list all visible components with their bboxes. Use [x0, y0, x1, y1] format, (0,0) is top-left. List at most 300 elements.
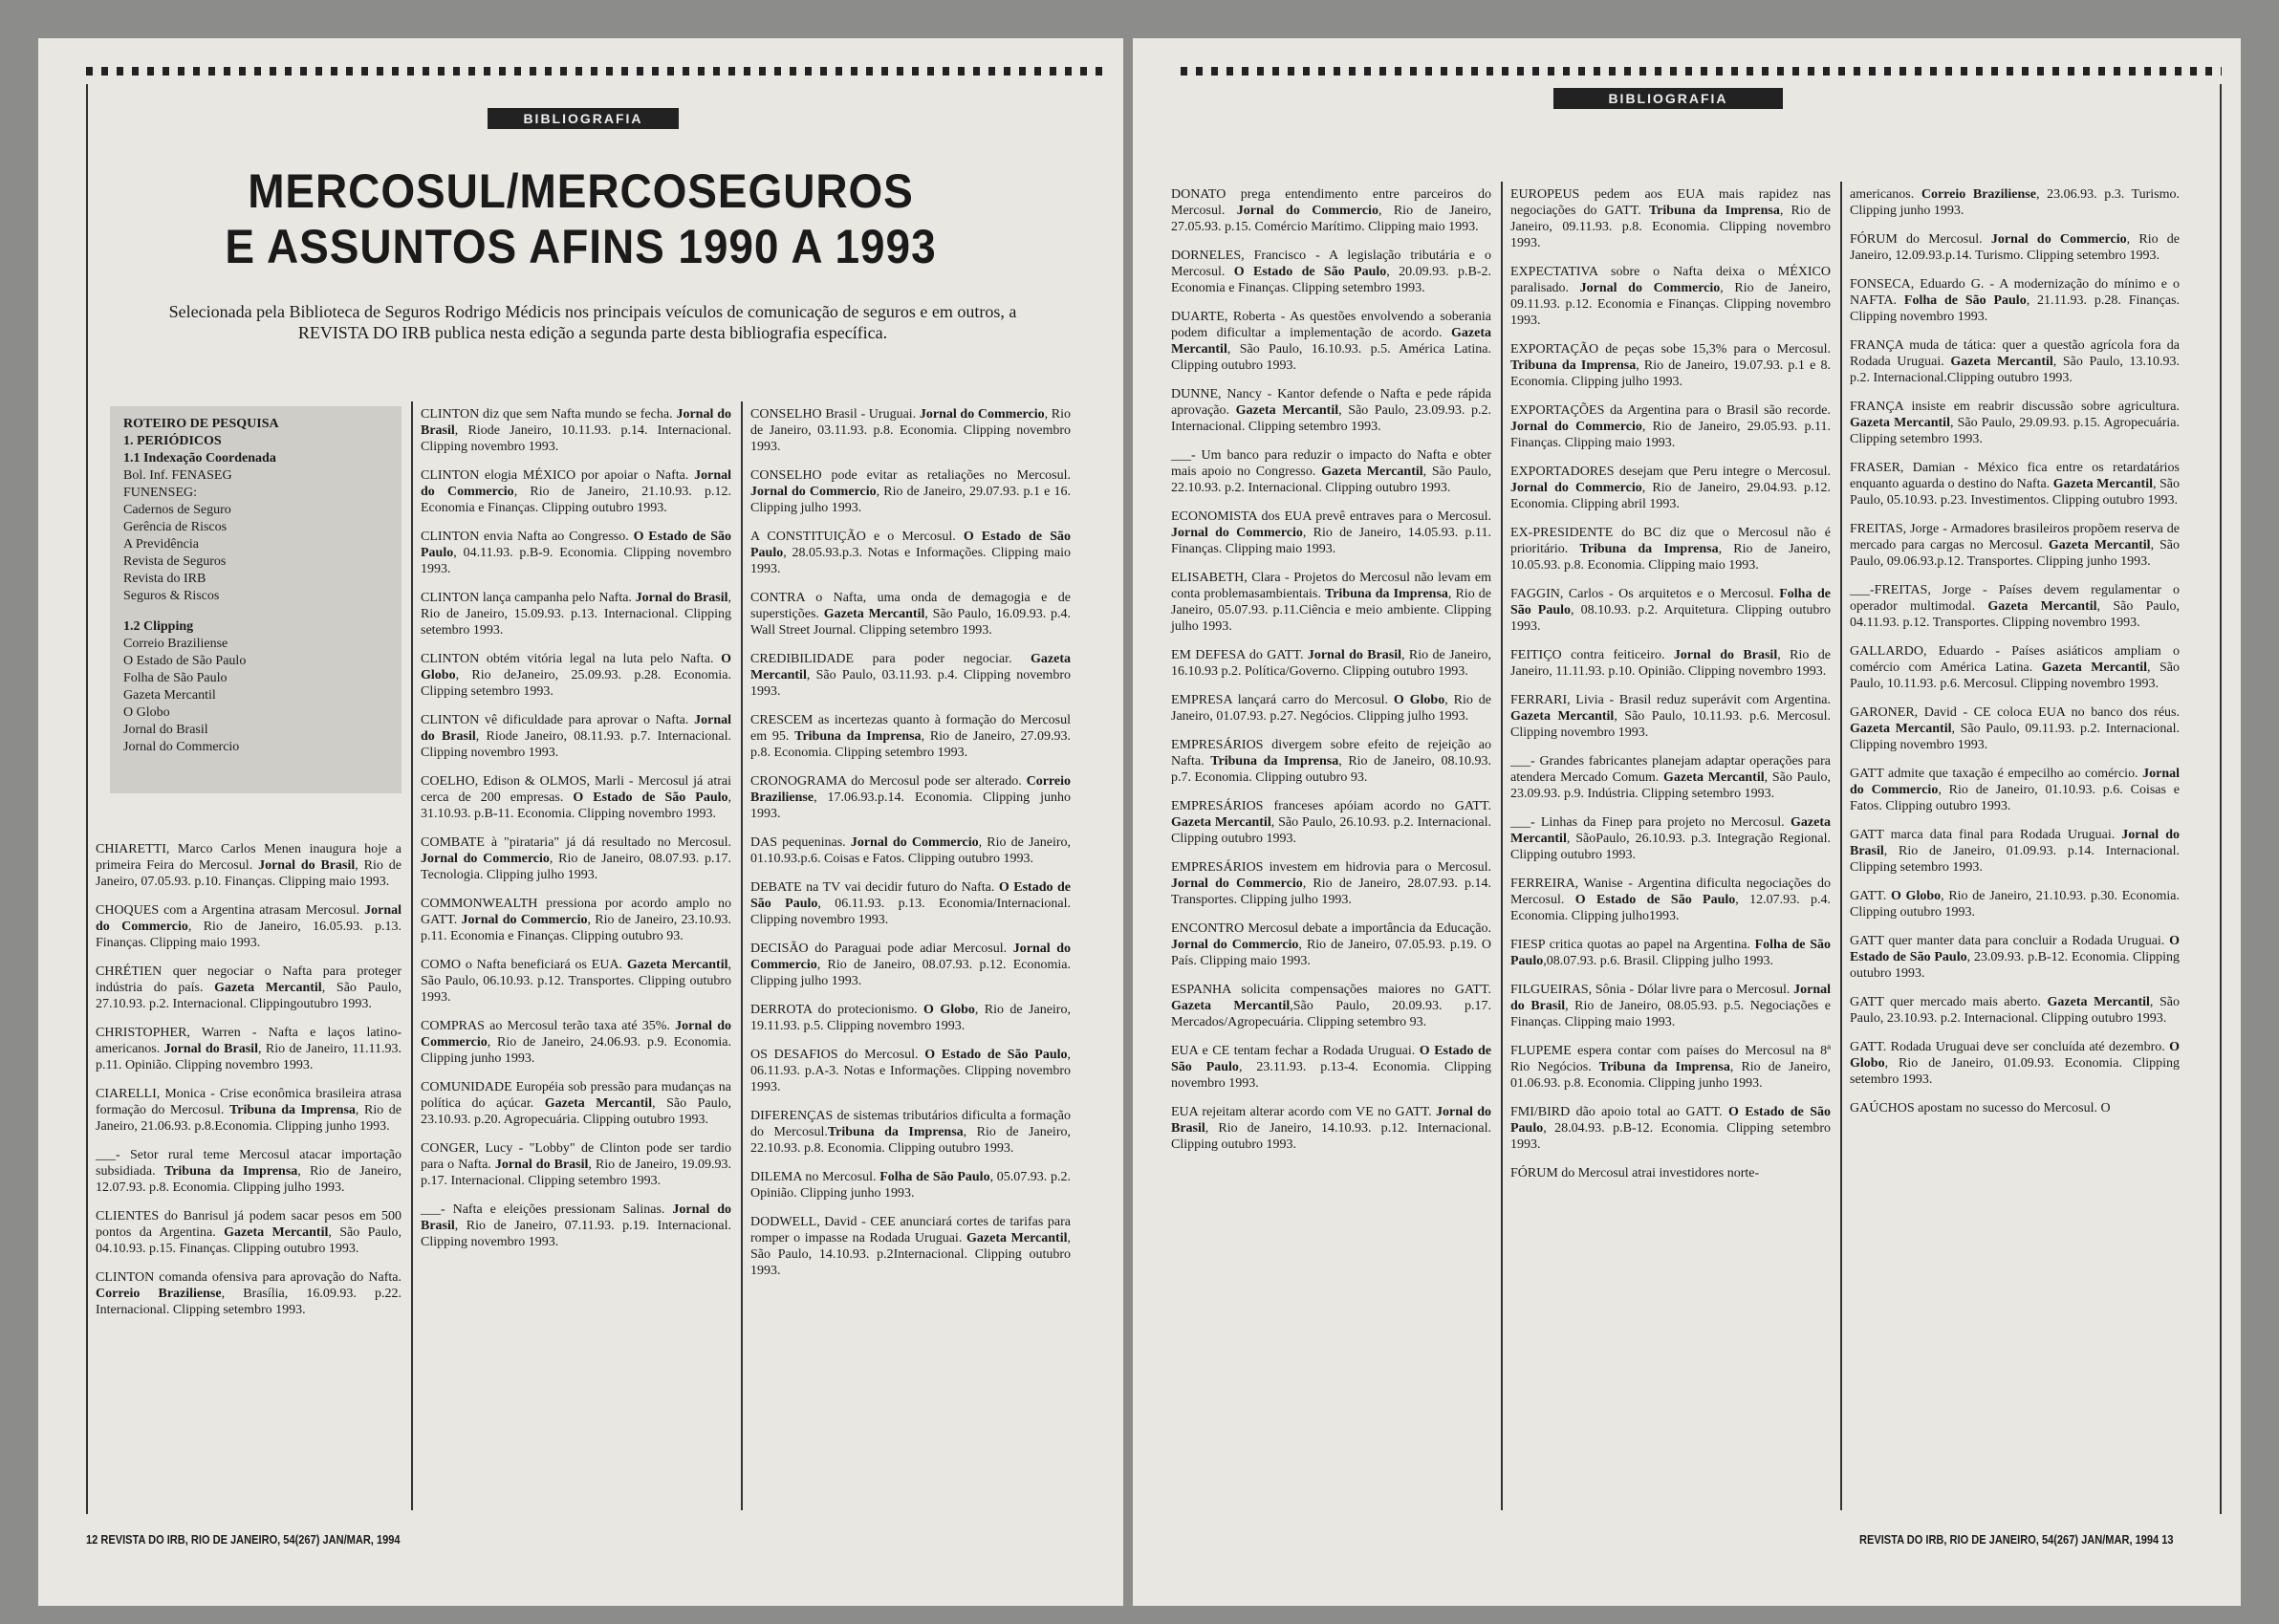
entry-text: ___- Um banco para reduzir o impacto do Nafta e obter mais apoio no Congresso.	[1171, 448, 1491, 479]
right-margin-rule	[2220, 84, 2222, 1514]
entry-source: Gazeta Mercantil	[1850, 416, 1950, 430]
entry-details: , 08.10.93. p.2. Arquitetura. Clipping outubro 1993.	[1510, 603, 1831, 634]
bibliography-entry	[1171, 982, 1491, 1030]
entry-text: GALLARDO, Eduardo - Países asiáticos ampliam o comércio com América Latina.	[1850, 644, 2180, 675]
entry-details: , 28.04.93. p.B-12. Economia. Clipping setembro 1993.	[1510, 1121, 1831, 1152]
bibliography-entry	[750, 712, 1071, 761]
entry-text: EMPRESÁRIOS divergem sobre efeito de rejeição ao Nafta.	[1171, 738, 1491, 769]
bibliography-entry	[750, 467, 1071, 516]
entry-text: CONSELHO Brasil - Uruguai.	[750, 407, 920, 422]
entry-source: Gazeta Mercantil	[1663, 770, 1765, 785]
entry-details: , 20.09.93. p.B-2. Economia e Finanças. Clipping setembro 1993.	[1171, 265, 1492, 295]
bibliography-entry	[750, 1108, 1071, 1157]
bibliography-entry	[750, 651, 1071, 700]
bibliography-entry	[1850, 933, 2180, 982]
entry-details: , 23.09.93. p.B-12. Economia. Clipping outubro 1993.	[1850, 950, 2181, 981]
entry-details: , 23.11.93. p.13-4. Economia. Clipping novembro 1993.	[1171, 1060, 1491, 1091]
entry-text: EMPRESÁRIOS franceses apóiam acordo no GATT.	[1171, 799, 1491, 813]
guide-subheading: 1.2 Clipping	[123, 619, 194, 634]
entry-source: Folha de São Paulo	[1903, 293, 2027, 308]
bibliography-entry	[750, 1047, 1071, 1095]
entry-source: Jornal do Commercio	[1850, 767, 2180, 797]
entry-text: A CONSTITUIÇÃO e o Mercosul.	[750, 530, 964, 544]
entry-source: Jornal do Brasil	[1673, 648, 1778, 662]
entry-source: Jornal do Brasil	[494, 1158, 589, 1172]
entry-details: , Rio de Janeiro, 19.07.93. p.1 e 8. Economia. Clipping julho 1993.	[1510, 358, 1831, 389]
bibliography-entry	[750, 773, 1071, 822]
entry-text: CREDIBILIDADE para poder negociar.	[750, 652, 1031, 666]
entry-source: Jornal do Commercio	[1579, 281, 1721, 295]
entry-details: , Rio de Janeiro, 09.11.93. p.12. Economia e Finanças. Clipping novembro 1993.	[1510, 281, 1832, 328]
entry-details: , São Paulo, 13.10.93. p.2. Internacional.Clipping outubro 1993.	[1850, 355, 2180, 385]
entry-details: , Rio de Janeiro, 14.10.93. p.12. Internacional. Clipping outubro 1993.	[1171, 1121, 1491, 1152]
entry-text: FERREIRA, Wanise - Argentina dificulta negociações do Mercosul.	[1510, 877, 1831, 907]
entry-details: , Rio de Janeiro, 16.10.93 p.2. Política/Governo. Clipping outubro 1993.	[1171, 648, 1491, 679]
entry-text: FMI/BIRD dão apoio total ao GATT.	[1510, 1105, 1729, 1119]
entry-details: , São Paulo, 29.09.93. p.15. Agropecuária. Clipping setembro 1993.	[1850, 416, 2181, 446]
entry-source: Jornal do Commercio	[1510, 420, 1642, 434]
entry-details: , Rio de Janeiro, 01.06.93. p.8. Economia. Clipping junho 1993.	[1510, 1060, 1831, 1091]
entry-text: ENCONTRO Mercosul debate a importância da Educação.	[1171, 921, 1491, 936]
entry-details: , São Paulo, 10.11.93. p.6. Mercosul. Clipping novembro 1993.	[1510, 709, 1832, 740]
entry-text: americanos.	[1850, 187, 1921, 202]
guide-item: Jornal do Brasil	[123, 723, 208, 737]
entry-source: Tribuna da Imprensa	[1648, 204, 1780, 218]
bibliography-entry	[421, 1202, 731, 1250]
entry-text: FRANÇA insiste em reabrir discussão sobre agricultura.	[1850, 400, 2180, 414]
entry-source: O Estado de São Paulo	[750, 530, 1071, 560]
entry-text: CHRÉTIEN quer negociar o Nafta para proteger indústria do país.	[96, 964, 402, 995]
bibliography-entry	[96, 1025, 402, 1073]
bibliography-entry	[421, 1018, 731, 1067]
bibliography-entry	[1850, 399, 2180, 447]
bibliography-entry	[1171, 248, 1491, 296]
title-line-1: MERCOSUL/MERCOSEGUROS	[248, 164, 914, 218]
entry-details: , Rio de Janeiro, 14.05.93. p.11. Finanças. Clipping maio 1993.	[1171, 526, 1491, 556]
entry-source: Jornal do Brasil	[1171, 1105, 1491, 1136]
entry-details: , Rio de Janeiro, 22.10.93. p.8. Economia. Clipping outubro 1993.	[750, 1125, 1071, 1156]
guide-heading: 1. PERIÓDICOS	[123, 434, 222, 448]
entry-details: , 06.11.93. p.13. Economia/Internacional. Clipping novembro 1993.	[750, 897, 1071, 927]
entry-text: GATT admite que taxação é empecilho ao comércio.	[1850, 767, 2143, 781]
entry-details: , São Paulo, 14.10.93. p.2Internacional. Clipping outubro 1993.	[750, 1231, 1071, 1278]
entry-source: Gazeta Mercantil	[1235, 403, 1339, 418]
bibliography-entry	[750, 941, 1071, 989]
entry-text: CLINTON vê dificuldade para aprovar o Nafta.	[421, 713, 695, 727]
entry-details: , Rio de Janeiro, 21.10.93. p.12. Economia e Finanças. Clipping outubro 1993.	[421, 485, 731, 515]
entry-source: Jornal do Commercio	[1171, 526, 1303, 540]
entry-details: , Rio de Janeiro, 07.05.93. p.19. O País. Clipping maio 1993.	[1171, 938, 1491, 968]
entry-text: FAGGIN, Carlos - Os arquitetos e o Mercosul.	[1510, 587, 1780, 601]
entry-text: DONATO prega entendimento entre parceiros do Mercosul.	[1171, 187, 1491, 218]
bibliography-entry	[1850, 1100, 2180, 1116]
entry-source: Jornal do Commercio	[96, 903, 402, 934]
bibliography-entry	[750, 1002, 1071, 1034]
entry-source: Tribuna da Imprensa	[794, 729, 922, 744]
entry-text: DUARTE, Roberta - As questões envolvendo a soberania podem dificultar a implementação de acordo.	[1171, 310, 1491, 340]
bibliography-column	[96, 841, 402, 1331]
entry-source: Gazeta Mercantil	[1321, 465, 1423, 479]
guide-item: O Estado de São Paulo	[123, 654, 247, 668]
entry-details: , São Paulo, 04.11.93. p.12. Transportes. Clipping novembro 1993.	[1850, 599, 2180, 630]
entry-source: Gazeta Mercantil	[544, 1096, 653, 1111]
entry-details: , Rio de Janeiro, 24.06.93. p.9. Economia. Clipping junho 1993.	[421, 1035, 731, 1066]
entry-details: , 04.11.93. p.B-9. Economia. Clipping novembro 1993.	[421, 546, 731, 576]
bibliography-entry	[96, 1086, 402, 1135]
entry-source: O Estado de São Paulo	[750, 880, 1071, 911]
guide-item: Revista do IRB	[123, 572, 206, 586]
bibliography-entry	[1850, 337, 2180, 386]
entry-details: , Rio de Janeiro, 07.11.93. p.19. Internacional. Clipping novembro 1993.	[421, 1219, 731, 1249]
bibliography-entry	[421, 651, 731, 700]
entry-details: , Rio de Janeiro, 11.11.93. p.10. Opinião. Clipping novembro 1993.	[1510, 648, 1831, 679]
entry-details: , São Paulo, 03.11.93. p.4. Clipping novembro 1993.	[750, 668, 1071, 699]
bibliography-column	[1171, 186, 1491, 1165]
guide-list	[123, 636, 388, 756]
bibliography-entry	[421, 590, 731, 639]
bibliography-entry	[1510, 753, 1831, 802]
entry-text: ECONOMISTA dos EUA prevê entraves para o Mercosul.	[1171, 509, 1491, 524]
entry-source: Folha de São Paulo	[879, 1170, 990, 1184]
bibliography-entry	[1510, 1043, 1831, 1092]
entry-text: DEBATE na TV vai decidir futuro do Nafta.	[750, 880, 999, 895]
entry-text: GATT marca data final para Rodada Uruguai.	[1850, 828, 2122, 842]
bibliography-entry	[1850, 582, 2180, 631]
bibliography-entry	[421, 406, 731, 455]
entry-details: , São Paulo, 09.06.93.p.12. Transportes. Clipping junho 1993.	[1850, 538, 2180, 569]
bibliography-entry	[1510, 647, 1831, 680]
bibliography-entry	[1171, 1104, 1491, 1153]
entry-details: , SãoPaulo, 26.10.93. p.3. Integração Regional. Clipping outubro 1993.	[1510, 832, 1831, 862]
entry-text: CLINTON lança campanha pelo Nafta.	[421, 591, 636, 605]
entry-text: ELISABETH, Clara - Projetos do Mercosul não levam em conta problemasambientais.	[1171, 571, 1491, 601]
entry-text: EUA rejeitam alterar acordo com VE no GATT.	[1171, 1105, 1436, 1119]
entry-details: , São Paulo, 06.10.93. p.12. Transportes. Clipping outubro 1993.	[421, 958, 731, 1005]
entry-details: , Rio de Janeiro, 10.05.93. p.8. Economia. Clipping maio 1993.	[1510, 542, 1831, 573]
bibliography-entry	[96, 1208, 402, 1257]
entry-text: ___-FREITAS, Jorge - Países devem regulamentar o operador multimodal.	[1850, 583, 2180, 614]
entry-text: FÓRUM do Mercosul.	[1850, 232, 1991, 247]
entry-text: CLINTON comanda ofensiva para aprovação do Nafta.	[96, 1270, 402, 1285]
entry-text: ___- Setor rural teme Mercosul atacar importação subsidiada.	[96, 1148, 402, 1179]
entry-source: Gazeta Mercantil	[1950, 355, 2053, 369]
entry-text: EUROPEUS pedem aos EUA mais rapidez nas negociações do GATT.	[1510, 187, 1831, 218]
entry-text: DILEMA no Mercosul.	[750, 1170, 880, 1184]
entry-text: CLINTON envia Nafta ao Congresso.	[421, 530, 634, 544]
entry-text: FEITIÇO contra feiticeiro.	[1510, 648, 1674, 662]
bibliography-entry	[1171, 186, 1491, 235]
entry-source: Jornal do Commercio	[421, 468, 731, 499]
bibliography-entry	[750, 1169, 1071, 1202]
bibliography-entry	[96, 1147, 402, 1196]
entry-details: ,São Paulo, 20.09.93. p.17. Mercados/Agropecuária. Clipping setembro 93.	[1171, 999, 1492, 1029]
entry-details: , Riode Janeiro, 08.11.93. p.7. Internacional. Clipping novembro 1993.	[421, 729, 731, 760]
bibliography-entry	[1171, 309, 1491, 374]
bibliography-entry	[1171, 692, 1491, 725]
entry-text: FÓRUM do Mercosul atrai investidores norte-	[1510, 1166, 1760, 1180]
bibliography-entry	[1171, 1043, 1491, 1092]
bibliography-entry	[421, 712, 731, 761]
page-footer: REVISTA DO IRB, RIO DE JANEIRO, 54(267) JAN/MAR, 1994 13	[1859, 1532, 2174, 1547]
entry-source: O Estado de São Paulo	[421, 530, 731, 560]
right-page	[1133, 38, 2241, 1606]
entry-details: , Rio de Janeiro, 29.05.93. p.11. Finanças. Clipping maio 1993.	[1510, 420, 1831, 450]
entry-source: Jornal do Brasil	[258, 858, 356, 873]
bibliography-entry	[1510, 264, 1831, 329]
entry-text: ___- Grandes fabricantes planejam adaptar operações para atendera Mercado Comum.	[1510, 754, 1831, 785]
entry-source: Jornal do Commercio	[1990, 232, 2127, 247]
entry-source: Gazeta Mercantil	[1171, 815, 1271, 830]
entry-details: , São Paulo, 22.10.93. p.2. Internacional. Clipping outubro 1993.	[1171, 465, 1491, 495]
bibliography-entry	[750, 834, 1071, 867]
entry-source: Jornal do Brasil	[163, 1042, 258, 1056]
left-page	[38, 38, 1123, 1606]
bibliography-entry	[1850, 704, 2180, 753]
entry-details: , 23.06.93. p.3. Turismo. Clipping junho 1993.	[1850, 187, 2180, 218]
bibliography-entry	[1171, 509, 1491, 557]
entry-details: , Rio de Janeiro, 23.10.93. p.11. Economia e Finanças. Clipping outubro 93.	[421, 913, 732, 943]
entry-details: , Rio de Janeiro, 15.09.93. p.13. Internacional. Clipping setembro 1993.	[421, 591, 731, 638]
bibliography-entry	[1510, 1104, 1831, 1153]
bibliography-entry	[1171, 386, 1491, 435]
entry-details: , Rio de Janeiro, 01.07.93. p.27. Negócios. Clipping julho 1993.	[1171, 693, 1491, 724]
entry-text: DAS pequeninas.	[750, 835, 851, 850]
entry-source: Gazeta Mercantil	[1987, 599, 2097, 614]
guide-item: Gazeta Mercantil	[123, 688, 216, 703]
entry-source: Jornal do Brasil	[421, 713, 731, 744]
entry-source: O Estado de São Paulo	[924, 1048, 1068, 1062]
bibliography-entry	[750, 1214, 1071, 1279]
entry-details: , Rio de Janeiro, 12.07.93. p.8. Economia. Clipping julho 1993.	[96, 1164, 402, 1195]
entry-details: , Rio de Janeiro, 08.07.93. p.17. Tecnologia. Clipping julho 1993.	[421, 852, 731, 882]
top-dotted-rule	[1181, 67, 2222, 76]
entry-text: DUNNE, Nancy - Kantor defende o Nafta e pede rápida aprovação.	[1171, 387, 1491, 418]
guide-item: Cadernos de Seguro	[123, 503, 231, 517]
entry-details: , Rio de Janeiro, 19.11.93. p.5. Clipping novembro 1993.	[750, 1003, 1071, 1033]
entry-source: Jornal do Commercio	[421, 1019, 731, 1050]
entry-source: Jornal do Commercio	[421, 852, 550, 866]
bibliography-entry	[1171, 737, 1491, 786]
entry-source: Tribuna da Imprensa	[163, 1164, 298, 1179]
entry-text: EUA e CE tentam fechar a Rodada Uruguai.	[1171, 1044, 1420, 1058]
entry-source: Jornal do Commercio	[1171, 877, 1303, 891]
entry-details: , São Paulo, 23.09.93. p.9. Indústria. Clipping setembro 1993.	[1510, 770, 1832, 801]
entry-details: , Rio de Janeiro, 08.10.93. p.7. Economia. Clipping outubro 93.	[1171, 754, 1491, 785]
entry-text: CONGER, Lucy - "Lobby" de Clinton pode ser tardio para o Nafta.	[421, 1141, 731, 1172]
entry-text: GATT quer mercado mais aberto.	[1850, 995, 2048, 1009]
entry-details: , Rio deJaneiro, 25.09.93. p.28. Economia. Clipping setembro 1993.	[421, 668, 731, 699]
bibliography-entry	[1510, 876, 1831, 924]
entry-text: COMO o Nafta beneficiará os EUA.	[421, 958, 627, 972]
bibliography-entry	[1850, 460, 2180, 509]
bibliography-entry	[421, 834, 731, 883]
entry-text: CRESCEM as incertezas quanto à formação do Mercosul em 95.	[750, 713, 1071, 744]
entry-text: GATT.	[1850, 889, 1891, 903]
entry-text: GAÚCHOS apostam no sucesso do Mercosul. O	[1850, 1101, 2111, 1115]
entry-details: , São Paulo, 04.10.93. p.15. Finanças. Clipping outubro 1993.	[96, 1225, 402, 1256]
entry-text: FILGUEIRAS, Sônia - Dólar livre para o Mercosul.	[1510, 983, 1794, 997]
bibliography-entry	[421, 773, 731, 822]
bibliography-entry	[1850, 643, 2180, 692]
guide-list	[123, 467, 388, 605]
entry-source: Gazeta Mercantil	[1510, 815, 1831, 846]
bibliography-column	[1510, 186, 1831, 1194]
bibliography-entry	[1510, 402, 1831, 451]
entry-details: , 05.07.93. p.2. Opinião. Clipping junho 1993.	[750, 1170, 1072, 1201]
entry-details: , Riode Janeiro, 10.11.93. p.14. Internacional. Clipping novembro 1993.	[421, 423, 731, 454]
entry-source: Jornal do Commercio	[461, 913, 588, 927]
section-label: BIBLIOGRAFIA	[488, 108, 679, 129]
guide-item: Jornal do Commercio	[123, 740, 240, 754]
entry-source: Gazeta Mercantil	[823, 607, 925, 621]
bibliography-column	[750, 406, 1071, 1291]
entry-text: CLINTON obtém vitória legal na luta pelo Nafta.	[421, 652, 722, 666]
entry-text: EXPORTADORES desejam que Peru integre o Mercosul.	[1510, 465, 1831, 479]
guide-item: Gerência de Riscos	[123, 520, 228, 534]
bibliography-entry	[1171, 647, 1491, 680]
entry-details: , Rio de Janeiro, 09.11.93. p.8. Economia. Clipping novembro 1993.	[1510, 204, 1831, 250]
entry-text: CHIARETTI, Marco Carlos Menen inaugura hoje a primeira Feira do Mercosul.	[96, 842, 402, 873]
entry-text: FRANÇA muda de tática: quer a questão agrícola fora da Rodada Uruguai.	[1850, 338, 2180, 369]
entry-text: COMMONWEALTH pressiona por acordo amplo no GATT.	[421, 897, 731, 927]
entry-details: , Rio de Janeiro, 16.05.93. p.13. Finanças. Clipping maio 1993.	[96, 920, 402, 950]
entry-source: Gazeta Mercantil	[966, 1231, 1068, 1245]
entry-source: Gazeta Mercantil	[1171, 326, 1491, 357]
entry-source: O Globo	[1393, 693, 1445, 707]
bibliography-entry	[1510, 937, 1831, 969]
entry-details: , São Paulo, 27.10.93. p.2. Internacional. Clippingoutubro 1993.	[96, 981, 402, 1011]
entry-source: Jornal do Brasil	[635, 591, 728, 605]
bibliography-entry	[1850, 521, 2180, 570]
entry-text: CHRISTOPHER, Warren - Nafta e laços latino-americanos.	[96, 1026, 402, 1056]
bibliography-entry	[96, 902, 402, 951]
entry-source: Gazeta Mercantil	[750, 652, 1071, 682]
bibliography-entry	[421, 957, 731, 1006]
entry-source: Gazeta Mercantil	[224, 1225, 329, 1240]
entry-source: Jornal do Commercio	[850, 835, 979, 850]
entry-source: O Globo	[923, 1003, 975, 1017]
entry-source: O Estado de São Paulo	[1171, 1044, 1491, 1074]
entry-source: Jornal do Commercio	[750, 485, 877, 499]
entry-details: , Rio de Janeiro, 03.11.93. p.8. Economia. Clipping novembro 1993.	[750, 407, 1072, 454]
entry-source: Gazeta Mercantil	[1510, 709, 1615, 724]
bibliography-entry	[1171, 570, 1491, 635]
entry-source: Gazeta Mercantil	[626, 958, 728, 972]
entry-text: CLINTON elogia MÉXICO por apoiar o Nafta.	[421, 468, 695, 483]
bibliography-column	[421, 406, 731, 1263]
entry-text: GATT. Rodada Uruguai deve ser concluída até dezembro.	[1850, 1040, 2170, 1054]
entry-text: ___- Linhas da Finep para projeto no Mercosul.	[1510, 815, 1791, 830]
column-rule	[741, 401, 743, 1510]
guide-item: Seguros & Riscos	[123, 589, 220, 603]
entry-details: , Rio de Janeiro, 08.05.93. p.5. Negociações e Finanças. Clipping maio 1993.	[1510, 999, 1831, 1029]
entry-text: DERROTA do protecionismo.	[750, 1003, 924, 1017]
entry-text: DORNELES, Francisco - A legislação tributária e o Mercosul.	[1171, 249, 1491, 279]
entry-source: Gazeta Mercantil	[2052, 477, 2154, 491]
bibliography-entry	[421, 1140, 731, 1189]
entry-details: , São Paulo, 05.10.93. p.23. Investimentos. Clipping outubro 1993.	[1850, 477, 2181, 508]
entry-details: , Rio de Janeiro, 29.07.93. p.1 e 16. Clipping julho 1993.	[750, 485, 1071, 515]
entry-details: , Rio de Janeiro, 19.09.93. p.17. Internacional. Clipping setembro 1993.	[421, 1158, 731, 1188]
entry-source: Correio Braziliense	[96, 1287, 222, 1301]
entry-source: O Estado de São Paulo	[573, 790, 728, 805]
guide-item: Correio Braziliense	[123, 637, 228, 651]
entry-details: , 21.11.93. p.28. Finanças. Clipping novembro 1993.	[1850, 293, 2180, 324]
entry-details: , São Paulo, 10.11.93. p.6. Mercosul. Clipping novembro 1993.	[1850, 660, 2180, 691]
entry-source: Folha de São Paulo	[1510, 587, 1832, 617]
bibliography-entry	[1510, 525, 1831, 574]
bibliography-entry	[1850, 1039, 2180, 1088]
guide-item: Bol. Inf. FENASEG	[123, 468, 232, 483]
bibliography-entry	[750, 406, 1071, 455]
entry-text: FREITAS, Jorge - Armadores brasileiros propõem reserva de mercado para cargas no Mercosul.	[1850, 522, 2180, 552]
entry-source: Jornal do Brasil	[421, 1202, 731, 1233]
entry-text: CIARELLI, Monica - Crise econômica brasileira atrasa formação do Mercosul.	[96, 1087, 402, 1117]
entry-source: Correio Braziliense	[750, 774, 1071, 805]
entry-text: CLINTON diz que sem Nafta mundo se fecha.	[421, 407, 677, 422]
entry-text: EXPORTAÇÕES da Argentina para o Brasil são recorde.	[1510, 403, 1831, 418]
entry-text: EXPECTATIVA sobre o Nafta deixa o MÉXICO paralisado.	[1510, 265, 1831, 295]
entry-source: Jornal do Brasil	[1307, 648, 1402, 662]
entry-details: , Rio de Janeiro, 27.09.93. p.8. Economia. Clipping setembro 1993.	[750, 729, 1072, 760]
bibliography-entry	[1850, 766, 2180, 814]
entry-details: , Rio de Janeiro, 07.05.93. p.10. Finanças. Clipping maio 1993.	[96, 858, 402, 889]
entry-text: CLIENTES do Banrisul já podem sacar pesos em 500 pontos da Argentina.	[96, 1209, 402, 1240]
intro-text: Selecionada pela Biblioteca de Seguros Rodrigo Médicis nos principais veículos de comunicação de seguros e em outros, a REVISTA DO IRB publica nesta edição a segunda parte desta bibliografia específica.	[168, 302, 1017, 342]
entry-source: Correio Braziliense	[1921, 187, 2036, 202]
entry-source: O Estado de São Paulo	[1574, 893, 1736, 907]
entry-details: , São Paulo, 26.10.93. p.2. Internacional. Clipping outubro 1993.	[1171, 815, 1491, 846]
guide-subheading: 1.1 Indexação Coordenada	[123, 451, 276, 466]
bibliography-entry	[1510, 982, 1831, 1030]
entry-source: Gazeta Mercantil	[2041, 660, 2148, 675]
entry-text: COMBATE à "pirataria" já dá resultado no Mercosul.	[421, 835, 731, 850]
guide-item: FUNENSEG:	[123, 486, 198, 500]
entry-text: FIESP critica quotas ao papel na Argentina.	[1510, 938, 1755, 952]
bibliography-column	[1850, 186, 2180, 1129]
entry-source: Gazeta Mercantil	[214, 981, 322, 995]
bibliography-entry	[1850, 994, 2180, 1027]
entry-text: FRASER, Damian - México fica entre os retardatários enquanto aguarda o destino do Nafta.	[1850, 461, 2180, 491]
guide-item: A Previdência	[123, 537, 199, 552]
entry-details: , 12.07.93. p.4. Economia. Clipping julho1993.	[1510, 893, 1832, 923]
bibliography-entry	[1171, 920, 1491, 969]
bibliography-entry	[1850, 231, 2180, 264]
bibliography-entry	[421, 467, 731, 516]
bibliography-entry	[1510, 341, 1831, 390]
entry-source: Jornal do Brasil	[1510, 983, 1831, 1013]
bibliography-entry	[96, 1269, 402, 1318]
bibliography-entry	[421, 1079, 731, 1128]
entry-details: , Rio de Janeiro, 21.06.93. p.8.Economia. Clipping junho 1993.	[96, 1103, 402, 1134]
bibliography-entry	[1510, 464, 1831, 512]
entry-source: O Globo	[1850, 1040, 2180, 1071]
entry-text: DECISÃO do Paraguai pode adiar Mercosul.	[750, 942, 1013, 956]
entry-details: , Rio de Janeiro, 28.07.93. p.14. Transportes. Clipping julho 1993.	[1171, 877, 1492, 907]
column-rule	[1501, 182, 1503, 1510]
column-rule	[411, 401, 413, 1510]
entry-text: ESPANHA solicita compensações maiores no GATT.	[1171, 983, 1491, 997]
entry-text: DIFERENÇAS de sistemas tributários dificulta a formação do Mercosul.	[750, 1109, 1071, 1139]
guide-item: O Globo	[123, 705, 170, 720]
entry-source: Gazeta Mercantil	[2048, 538, 2151, 552]
entry-details: ,08.07.93. p.6. Brasil. Clipping julho 1993.	[1543, 954, 1773, 968]
page-footer: 12 REVISTA DO IRB, RIO DE JANEIRO, 54(267) JAN/MAR, 1994	[86, 1532, 401, 1547]
entry-source: Jornal do Brasil	[421, 407, 731, 438]
entry-source: Tribuna da Imprensa	[1598, 1060, 1730, 1074]
entry-details: , São Paulo, 23.10.93. p.2. Internacional. Clipping outubro 1993.	[1850, 995, 2181, 1026]
entry-text: COMPRAS ao Mercosul terão taxa até 35%.	[421, 1019, 676, 1033]
